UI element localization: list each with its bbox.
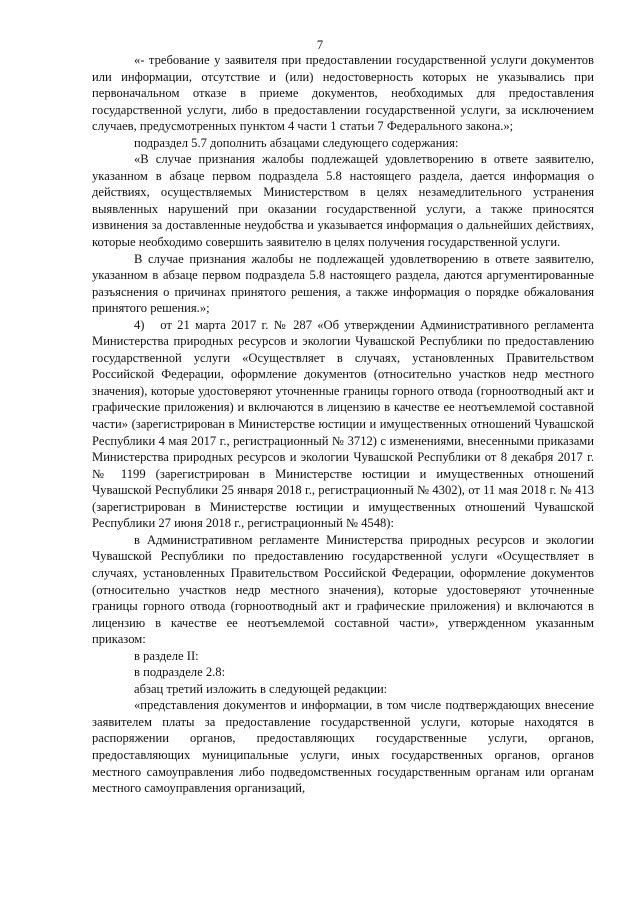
paragraph-administrative-regulation: в Административном регламенте Министерства природных ресурсов и экологии Чувашской Республики по предоставлению государственной услуги «Осуществляет в случаях, установленных Правительством Российской Федерации, оформление документов (относительно участков недр местного значения), которые удостоверяют уточненные границы горного отвода (горноотводный акт и графические приложения) и включаются в лицензию в качестве ее неотъемлемой составной части», утвержденном указанным приказом: [92, 532, 594, 647]
paragraph-complaint-satisfied: «В случае признания жалобы подлежащей удовлетворению в ответе заявителю, указанном в абзаце первом подраздела 5.8 настоящего раздела, дается информация о действиях, осуществляемых Министерством в целях незамедлительного устранения выявленных нарушений при оказании государственной услуги, а также приносятся извинения за доставленные неудобства и указывается информация о дальнейших действиях, которые необходимо совершить заявителю в целях получения государственной услуги. [92, 152, 594, 250]
paragraph-documents-submission: «представления документов и информации, в том числе подтверждающих внесение заявителем платы за предоставление государственной услуги, которые находятся в распоряжении органов, предоставляющих государственные услуги, органов, предоставляющих муниципальные услуги, иных государственных органов, органов местного самоуправления либо подведомственных государственным органам или органам местного самоуправления организаций, [92, 698, 594, 796]
document-body [92, 52, 594, 797]
paragraph-item-4-order-287: 4) от 21 марта 2017 г. № 287 «Об утверждении Административного регламента Министерства природных ресурсов и экологии Чувашской Республики по предоставлению государственной услуги «Осуществляет в случаях, установленных Правительством Российской Федерации, оформление документов (относительно участков недр местного значения), которые удостоверяют уточненные границы горного отвода (горноотводный акт и графические приложения) и включаются в лицензию в качестве ее неотъемлемой составной части» (зарегистрирован в Министерстве юстиции и имущественных отношений Чувашской Республики 4 мая 2017 г., регистрационный № 3712) с изменениями, внесенными приказами Министерства природных ресурсов и экологии Чувашской Республики от 8 декабря 2017 г. № 1199 (зарегистрирован в Министерстве юстиции и имущественных отношений Чувашской Республики 25 января 2018 г., регистрационный № 4302), от 11 мая 2018 г. № 413 (зарегистрирован в Министерстве юстиции и имущественных отношений Чувашской Республики 27 июня 2018 г., регистрационный № 4548): [92, 317, 594, 531]
paragraph-subsection-2-8: в подразделе 2.8: [134, 665, 226, 680]
paragraph-third-paragraph-instruction: абзац третий изложить в следующей редакции: [134, 681, 388, 696]
paragraph-section-ii: в разделе II: [134, 648, 199, 663]
paragraph-subsection-5-7: подраздел 5.7 дополнить абзацами следующего содержания: [134, 135, 459, 150]
paragraph-complaint-not-satisfied: В случае признания жалобы не подлежащей удовлетворению в ответе заявителю, указанном в абзаце первом подраздела 5.8 настоящего раздела, даются аргументированные разъяснения о причинах принятого решения, а также информация о порядке обжалования принятого решения.»; [92, 251, 594, 316]
paragraph-requirement-clause: «- требование у заявителя при предоставлении государственной услуги документов или информации, отсутствие и (или) недостоверность которых не указывались при первоначальном отказе в приеме документов, необходимых для предоставления государственной услуги, либо в предоставлении государственной услуги, за исключением случаев, предусмотренных пунктом 4 части 1 статьи 7 Федерального закона.»; [92, 53, 594, 134]
page-number: 7 [316, 38, 324, 52]
